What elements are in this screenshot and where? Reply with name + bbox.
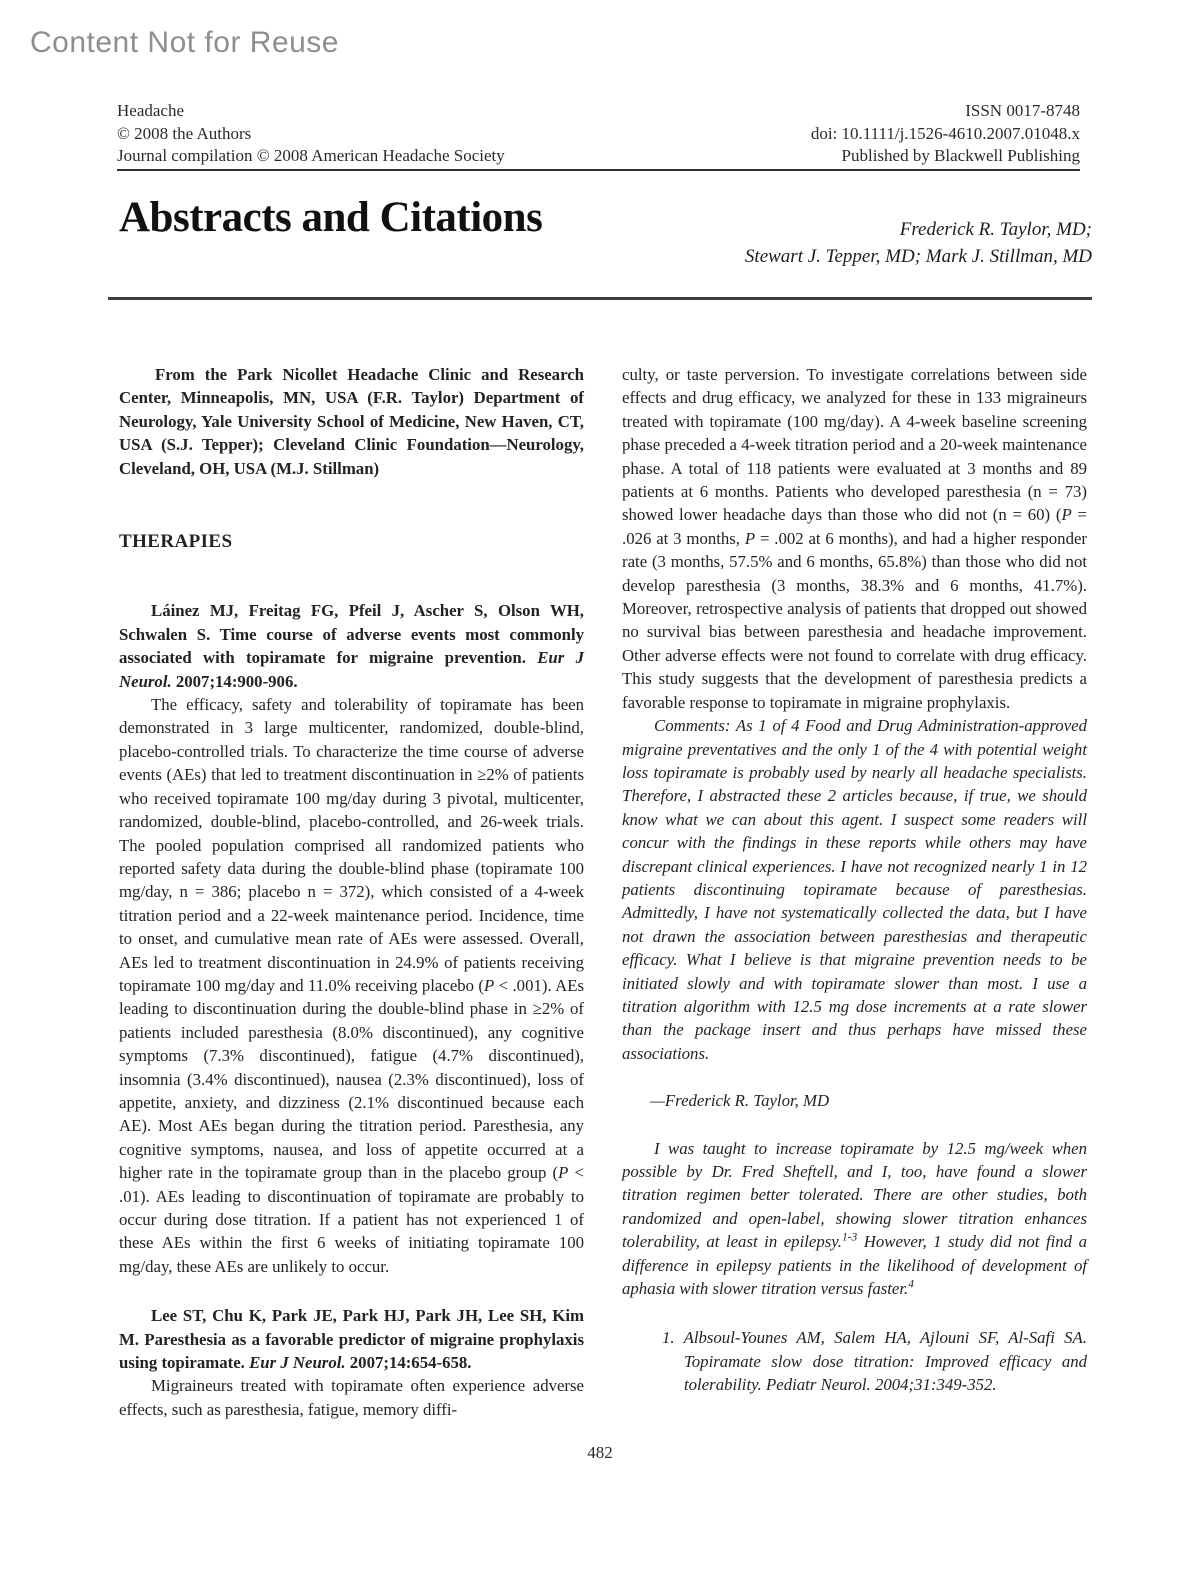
issn-line: ISSN 0017-8748 — [965, 101, 1080, 120]
journal-name: Headache — [117, 101, 185, 120]
author-line-2: Stewart J. Tepper, MD; Mark J. Stillman, MD — [744, 246, 1092, 267]
title-divider — [108, 297, 1092, 300]
publisher-line: Published by Blackwell Publishing — [841, 146, 1080, 165]
author-line-1: Frederick R. Taylor, MD; — [899, 219, 1092, 240]
comments-paragraph: Comments: As 1 of 4 Food and Drug Administration-approved migraine preventatives and the only 1 of the 4 with potential weight loss topiramate is probably used by nearly all headache specialists. Therefore, I abstracted these 2 articles because, if true, we should know what we can about this agent. I suspect some readers will concur with the findings in these reports while others may have discrepant clinical experiences. I have not recognized nearly 1 in 12 patients discontinuing topiramate because of paresthesias. Admittedly, I have not systematically collected the data, but I have not drawn the association between paresthesias and therapeutic efficacy. What I believe is that migraine prevention needs to be initiated slowly and with topiramate slower than most. I use a titration algorithm with 12.5 mg dose increments at a rate slower than the package insert and thus perhaps have missed these associations. — [622, 716, 1087, 1063]
journal-header-right — [811, 100, 1080, 168]
journal-header-left — [117, 100, 505, 168]
page-number: 482 — [587, 1443, 613, 1462]
page-title: Abstracts and Citations — [119, 194, 543, 241]
abstract-1: The efficacy, safety and tolerability of topiramate has been demonstrated in 3 large multicenter, randomized, double-blind, placebo-controlled trials. To characterize the time course of adverse events (AEs) that led to treatment discontinuation in ≥2% of patients who received topiramate 100 mg/day during 3 pivotal, multicenter, randomized, double-blind, placebo-controlled, and 26-week trials. The pooled population comprised all randomized patients who reported safety data during the double-blind phase (topiramate 100 mg/day, n = 386; placebo n = 372), which consisted of a 4-week titration period and a 22-week maintenance period. Incidence, time to onset, and cumulative mean rate of AEs were assessed. Overall, AEs led to treatment discontinuation in 24.9% of patients receiving topiramate 100 mg/day and 11.0% receiving placebo (P < .001). AEs leading to discontinuation during the double-blind phase in ≥2% of patients included paresthesia (8.0% discontinued), any cognitive symptoms (7.3% discontinued), fatigue (4.7% discontinued), insomnia (3.4% discontinued), nausea (2.3% discontinued), loss of appetite, anxiety, and dizziness (2.1% discontinued because each AE). Most AEs began during the titration period. Paresthesia, any cognitive symptoms, nausea, and loss of appetite occurred at a higher rate in the topiramate group than in the placebo group (P < .01). AEs leading to discontinuation of topiramate are probably to occur during dose titration. If a patient has not experienced 1 of these AEs within the first 6 weeks of initiating topiramate 100 mg/day, these AEs are unlikely to occur. — [119, 695, 584, 1276]
header-divider — [117, 169, 1080, 171]
author-byline — [745, 194, 1092, 270]
journal-header — [117, 100, 1080, 168]
content-not-for-reuse-watermark: Content Not for Reuse — [30, 26, 339, 59]
abstract-2-start: Migraineurs treated with topiramate often experience adverse effects, such as paresthesia, fatigue, memory diffi- — [119, 1376, 584, 1419]
abstract-2-continued: culty, or taste perversion. To investigate correlations between side effects and drug efficacy, we analyzed for these in 133 migraineurs treated with topiramate (100 mg/day). A 4-week baseline screening phase preceded a 4-week titration period and a 20-week maintenance phase. A total of 118 patients were evaluated at 3 months and 89 patients at 6 months. Patients who developed paresthesia (n = 73) showed lower headache days than those who did not (n = 60) (P = .026 at 3 months, P = .002 at 6 months), and had a higher responder rate (3 months, 57.5% and 6 months, 65.8%) than those who did not develop paresthesia (3 months, 38.3% and 6 months, 41.7%). Moreover, retrospective analysis of patients that dropped out showed no survival bias between paresthesia and headache improvement. Other adverse effects were not found to correlate with drug efficacy. This study suggests that the development of paresthesia predicts a favorable response to topiramate in migraine prophylaxis. — [622, 365, 1087, 712]
copyright-line: © 2008 the Authors — [117, 123, 252, 143]
citation-1: Láinez MJ, Freitag FG, Pfeil J, Ascher S, Olson WH, Schwalen S. Time course of adverse events most commonly associated with topiramate for migraine prevention. Eur J Neurol. 2007;14:900-906. — [119, 601, 584, 691]
compilation-line: Journal compilation © 2008 American Headache Society — [117, 146, 505, 165]
doi-line: doi: 10.1111/j.1526-4610.2007.01048.x — [810, 123, 1080, 143]
right-column — [622, 363, 1087, 1421]
affiliation-paragraph: From the Park Nicollet Headache Clinic and Research Center, Minneapolis, MN, USA (F.R. Taylor) Department of Neurology, Yale University School of Medicine, New Haven, CT, USA (S.J. Tepper); Cleveland Clinic Foundation—Neurology, Cleveland, OH, USA (M.J. Stillman) — [119, 365, 584, 478]
title-row — [119, 194, 1092, 270]
comment-2-paragraph: I was taught to increase topiramate by 12.5 mg/week when possible by Dr. Fred Sheftell, and I, too, have found a slower titration regimen better tolerated. There are other studies, both randomized and open-label, showing slower titration enhances tolerability, at least in epilepsy.$^{1-3}$ However, 1 study did not find a difference in epilepsy patients in the likelihood of development of aphasia with slower titration versus faster.$^4$ — [622, 1138, 1087, 1299]
article-columns — [119, 363, 1087, 1421]
left-column — [119, 363, 584, 1421]
section-heading-therapies: THERAPIES — [119, 531, 233, 553]
citation-2: Lee ST, Chu K, Park JE, Park HJ, Park JH, Lee SH, Kim M. Paresthesia as a favorable predictor of migraine prophylaxis using topiramate. Eur J Neurol. 2007;14:654-658. — [119, 1306, 584, 1373]
reference-1: 1. Albsoul-Younes AM, Salem HA, Ajlouni SF, Al-Safi SA. Topiramate slow dose titration: Improved efficacy and tolerability. Pediatr Neurol. 2004;31:349-352. — [662, 1328, 1087, 1395]
commenter-signature: —Frederick R. Taylor, MD — [650, 1091, 830, 1111]
